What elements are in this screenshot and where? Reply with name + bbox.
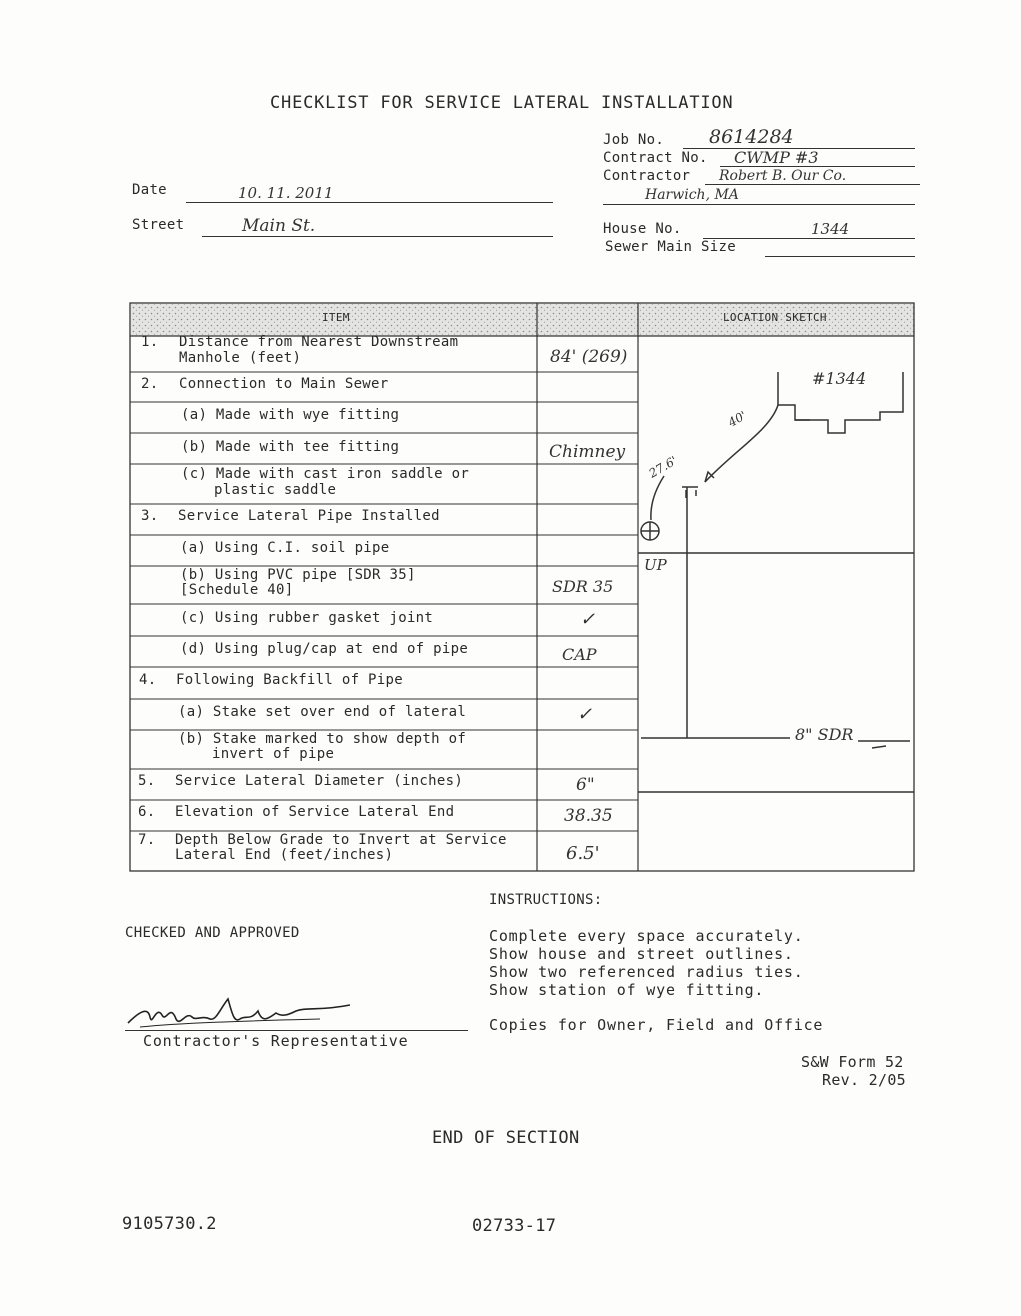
row-6-text: Elevation of Service Lateral End <box>175 804 455 820</box>
contract-no-label: Contract No. <box>603 150 708 166</box>
row-4a-text: (a) Stake set over end of lateral <box>178 704 467 720</box>
job-no-value: 8614284 <box>709 126 794 148</box>
form-revision: Rev. 2/05 <box>822 1071 906 1089</box>
row-3-text: Service Lateral Pipe Installed <box>178 508 440 524</box>
instruction-line-3: Show two referenced radius ties. <box>489 963 804 981</box>
location-sketch-drawing <box>638 372 914 792</box>
column-header-item: ITEM <box>322 311 350 324</box>
row-3d-value[interactable]: CAP <box>562 645 597 664</box>
row-2c-text2: plastic saddle <box>214 482 337 498</box>
row-3b-text2: [Schedule 40] <box>180 582 294 598</box>
street-label: Street <box>132 217 185 233</box>
sketch-pipe-label: 8" SDR <box>795 725 854 744</box>
row-2b-value[interactable]: Chimney <box>549 442 626 462</box>
row-7-num: 7. <box>138 832 156 848</box>
sketch-house-number: #1344 <box>812 369 867 388</box>
row-1-text: Distance from Nearest Downstream <box>179 334 459 350</box>
row-4b-text2: invert of pipe <box>212 746 335 762</box>
contractor-value-2: Harwich, MA <box>645 187 739 203</box>
house-no-label: House No. <box>603 221 682 237</box>
date-label: Date <box>132 182 167 198</box>
row-2b-text: (b) Made with tee fitting <box>181 439 400 455</box>
copies-note: Copies for Owner, Field and Office <box>489 1016 824 1034</box>
instruction-line-1: Complete every space accurately. <box>489 927 804 945</box>
house-no-value: 1344 <box>811 220 850 238</box>
row-2c-text: (c) Made with cast iron saddle or <box>181 466 470 482</box>
row-5-text: Service Lateral Diameter (inches) <box>175 773 464 789</box>
sketch-distance-1: 40' <box>725 408 749 430</box>
contractor-value: Robert B. Our Co. <box>719 168 847 184</box>
row-3c-text: (c) Using rubber gasket joint <box>180 610 434 626</box>
checked-approved-label: CHECKED AND APPROVED <box>125 925 300 941</box>
row-6-num: 6. <box>138 804 156 820</box>
job-no-label: Job No. <box>603 132 665 148</box>
row-3a-text: (a) Using C.I. soil pipe <box>180 540 390 556</box>
footer-left-code: 9105730.2 <box>122 1214 217 1234</box>
street-value: Main St. <box>242 216 316 236</box>
sewer-main-size-label: Sewer Main Size <box>605 239 736 255</box>
row-7-value[interactable]: 6.5' <box>566 843 600 864</box>
row-2a-text: (a) Made with wye fitting <box>181 407 400 423</box>
contract-no-value: CWMP #3 <box>734 148 819 167</box>
row-5-value[interactable]: 6" <box>576 775 595 795</box>
row-2-text: Connection to Main Sewer <box>179 376 389 392</box>
row-5-num: 5. <box>138 773 156 789</box>
row-1-text2: Manhole (feet) <box>179 350 302 366</box>
page-title: CHECKLIST FOR SERVICE LATERAL INSTALLATION <box>270 93 734 113</box>
row-4-text: Following Backfill of Pipe <box>176 672 403 688</box>
contractor-label: Contractor <box>603 168 691 184</box>
row-7-text: Depth Below Grade to Invert at Service <box>175 832 507 848</box>
row-1-num: 1. <box>141 334 159 350</box>
row-3b-value[interactable]: SDR 35 <box>552 577 614 596</box>
row-3b-text: (b) Using PVC pipe [SDR 35] <box>180 567 416 583</box>
column-header-sketch: LOCATION SKETCH <box>723 311 827 324</box>
end-of-section: END OF SECTION <box>432 1128 580 1148</box>
instruction-line-2: Show house and street outlines. <box>489 945 794 963</box>
sketch-up-label: UP <box>644 556 667 574</box>
row-2-num: 2. <box>141 376 159 392</box>
row-4a-value[interactable]: ✓ <box>577 704 593 725</box>
row-3c-value[interactable]: ✓ <box>580 609 596 630</box>
row-1-value[interactable]: 84' (269) <box>550 347 628 367</box>
row-4-num: 4. <box>139 672 157 688</box>
footer-center-code: 02733-17 <box>472 1216 557 1236</box>
instruction-line-4: Show station of wye fitting. <box>489 981 765 999</box>
contractor-rep-label: Contractor's Representative <box>143 1032 409 1050</box>
instructions-heading: INSTRUCTIONS: <box>489 892 603 908</box>
row-3d-text: (d) Using plug/cap at end of pipe <box>180 641 469 657</box>
row-4b-text: (b) Stake marked to show depth of <box>178 731 467 747</box>
date-value: 10. 11. 2011 <box>238 184 334 202</box>
row-3-num: 3. <box>141 508 159 524</box>
row-7-text2: Lateral End (feet/inches) <box>175 847 394 863</box>
form-number: S&W Form 52 <box>801 1053 904 1071</box>
row-6-value[interactable]: 38.35 <box>564 806 613 826</box>
sketch-distance-2: 27.6' <box>646 453 680 481</box>
